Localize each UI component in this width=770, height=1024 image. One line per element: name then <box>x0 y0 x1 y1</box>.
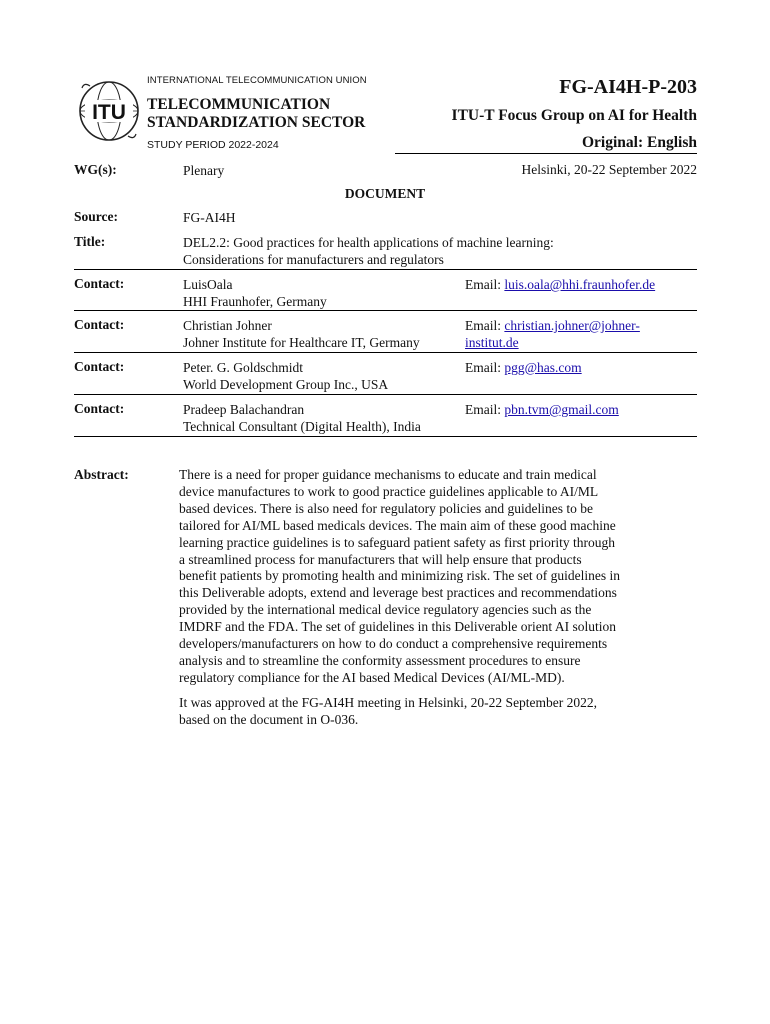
abstract-body <box>179 467 699 737</box>
approval-line: based on the document in O-036. <box>179 711 359 727</box>
itu-logo <box>76 78 142 144</box>
email-label: Email: <box>465 402 501 417</box>
sector-line-2: STANDARDIZATION SECTOR <box>147 114 366 131</box>
abstract-paragraph <box>179 467 699 687</box>
email-label: Email: <box>465 360 501 375</box>
divider <box>74 269 697 270</box>
abstract-line: device manufactures to work to good practice guidelines applicable to AI/ML <box>179 483 599 499</box>
contact-details <box>183 359 388 393</box>
contact-label: Contact: <box>74 317 125 332</box>
sector-name <box>147 96 365 132</box>
header-rule <box>395 153 697 154</box>
focus-group-name: ITU-T Focus Group on AI for Health <box>451 107 697 124</box>
contact-details <box>183 276 327 310</box>
document-number: FG-AI4H-P-203 <box>559 76 697 98</box>
email-link[interactable]: luis.oala@hhi.fraunhofer.de <box>504 277 656 292</box>
divider <box>74 436 697 437</box>
source-value: FG-AI4H <box>183 210 236 225</box>
wg-value: Plenary <box>183 163 225 178</box>
abstract-line: provided by the international medical device regulatory agencies such as the <box>179 602 592 618</box>
email-link[interactable]: christian.johner@johner- <box>504 318 640 333</box>
union-name: INTERNATIONAL TELECOMMUNICATION UNION <box>147 75 367 86</box>
contact-name: Christian Johner <box>183 318 272 333</box>
abstract-line: regulatory compliance for the AI based Medical Devices (AI/ML-MD). <box>179 669 565 685</box>
abstract-line: learning practice guidelines is to safeguard patient safety as first priority through <box>179 534 615 550</box>
contact-name: Peter. G. Goldschmidt <box>183 360 303 375</box>
contact-label: Contact: <box>74 276 125 291</box>
abstract-line: developers/manufacturers on how to do conduct a comprehensive requirements <box>179 636 608 652</box>
approval-paragraph <box>179 695 699 729</box>
contact-org: World Development Group Inc., USA <box>183 377 389 392</box>
email-label: Email: <box>465 318 501 333</box>
contact-org: HHI Fraunhofer, Germany <box>183 294 327 309</box>
original-language: Original: English <box>582 134 697 151</box>
contact-org: Technical Consultant (Digital Health), India <box>183 419 421 434</box>
abstract-line: a streamlined process for manufacturers that will help ensure that products <box>179 551 582 567</box>
contact-label: Contact: <box>74 359 125 374</box>
contact-email <box>465 317 640 351</box>
contact-details <box>183 401 421 435</box>
email-link-continued[interactable]: institut.de <box>465 335 519 350</box>
contact-name: Pradeep Balachandran <box>183 402 305 417</box>
abstract-label: Abstract: <box>74 467 129 482</box>
contact-email <box>465 359 582 376</box>
contact-label: Contact: <box>74 401 125 416</box>
study-period: STUDY PERIOD 2022-2024 <box>147 139 279 151</box>
email-link[interactable]: pbn.tvm@gmail.com <box>504 402 619 417</box>
approval-line: It was approved at the FG-AI4H meeting in Helsinki, 20-22 September 2022, <box>179 694 598 710</box>
email-link[interactable]: pgg@has.com <box>504 360 582 375</box>
sector-line-1: TELECOMMUNICATION <box>147 96 331 113</box>
abstract-line: tailored for AI/ML based medicals devices. The main aim of these good machine <box>179 517 616 533</box>
title-line-2: Considerations for manufacturers and regulators <box>183 252 444 267</box>
abstract-line: There is a need for proper guidance mechanisms to educate and train medical <box>179 467 597 482</box>
abstract-line: IMDRF and the FDA. The set of guidelines in this Deliverable orient AI solution <box>179 619 616 635</box>
title-line-1: DEL2.2: Good practices for health applications of machine learning: <box>183 235 554 250</box>
logo-text: ITU <box>92 101 126 124</box>
divider <box>74 394 697 395</box>
contact-details <box>183 317 420 351</box>
abstract-line: analysis and to streamline the conformity assessment procedures to ensure <box>179 652 581 668</box>
abstract-line: based devices. There is also need for regulatory policies and guidelines to be <box>179 500 593 516</box>
title-value <box>183 234 554 268</box>
title-label: Title: <box>74 234 106 249</box>
document-type: DOCUMENT <box>344 186 426 201</box>
contact-email <box>465 401 619 418</box>
email-label: Email: <box>465 277 501 292</box>
abstract-line: benefit patients by promoting health and minimizing risk. The set of guidelines in <box>179 568 621 584</box>
place-date: Helsinki, 20-22 September 2022 <box>521 162 697 177</box>
source-label: Source: <box>74 209 118 224</box>
contact-email <box>465 276 655 293</box>
wg-label: WG(s): <box>74 162 117 177</box>
contact-name: LuisOala <box>183 277 233 292</box>
divider <box>74 352 697 353</box>
abstract-line: this Deliverable adopts, extend and leverage best practices and recommendations <box>179 585 617 601</box>
divider <box>74 310 697 311</box>
contact-org: Johner Institute for Healthcare IT, Germany <box>183 335 420 350</box>
